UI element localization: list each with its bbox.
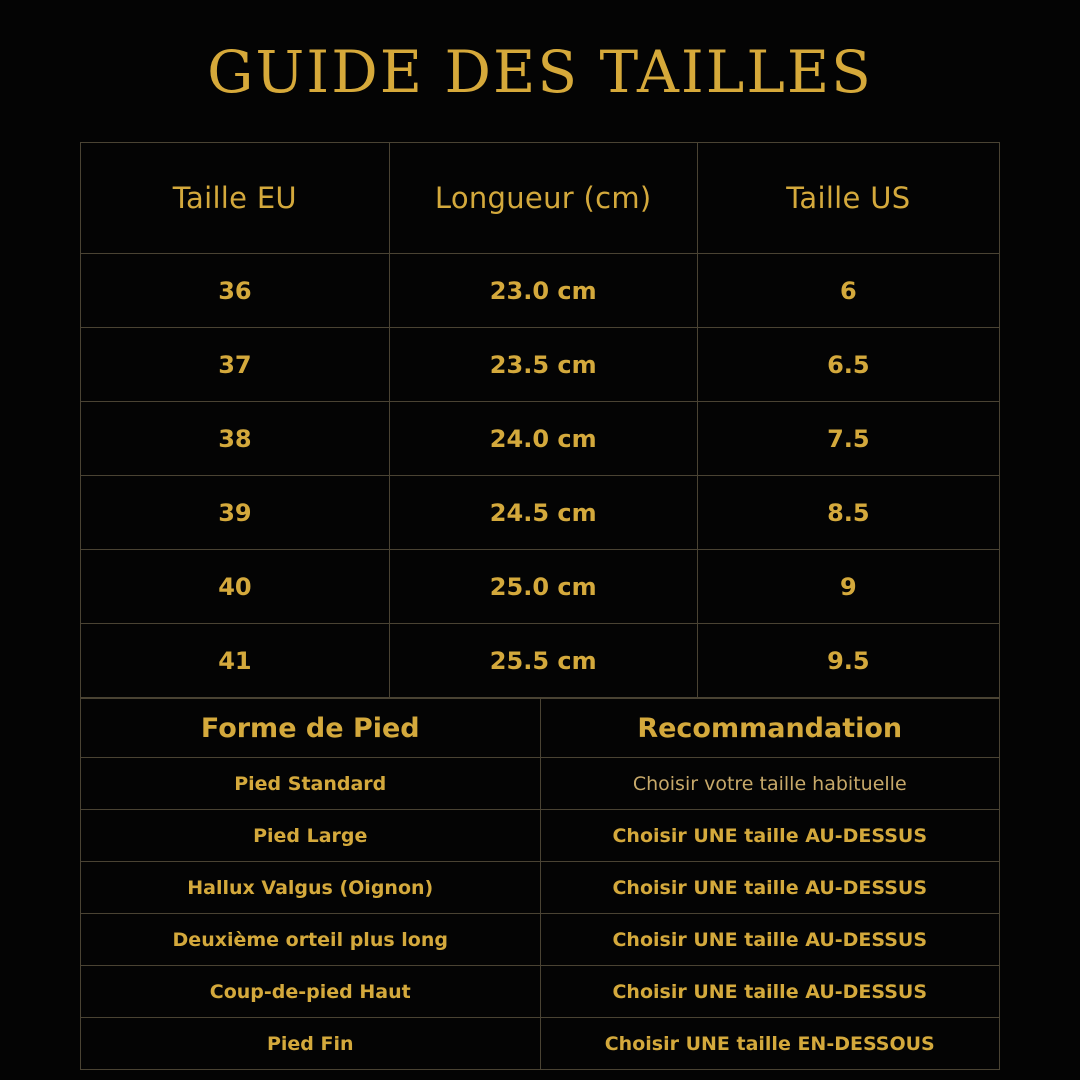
cell-recommendation: Choisir votre taille habituelle (540, 758, 1000, 810)
table-row (81, 328, 1000, 402)
cell-recommendation: Choisir UNE taille AU-DESSUS (540, 914, 1000, 966)
column-header-foot-shape: Forme de Pied (81, 699, 541, 758)
table-header-row (81, 143, 1000, 254)
cell-length: 23.5 cm (389, 328, 697, 402)
table-row (81, 1018, 1000, 1070)
table-row (81, 476, 1000, 550)
cell-length: 24.5 cm (389, 476, 697, 550)
cell-length: 23.0 cm (389, 254, 697, 328)
cell-foot-shape: Hallux Valgus (Oignon) (81, 862, 541, 914)
table-row (81, 402, 1000, 476)
cell-eu: 36 (81, 254, 390, 328)
column-header-us: Taille US (697, 143, 999, 254)
table-row (81, 862, 1000, 914)
cell-foot-shape: Pied Standard (81, 758, 541, 810)
cell-foot-shape: Coup-de-pied Haut (81, 966, 541, 1018)
cell-length: 25.0 cm (389, 550, 697, 624)
table-row (81, 624, 1000, 698)
cell-foot-shape: Pied Large (81, 810, 541, 862)
cell-eu: 39 (81, 476, 390, 550)
cell-eu: 41 (81, 624, 390, 698)
column-header-length: Longueur (cm) (389, 143, 697, 254)
cell-foot-shape: Deuxième orteil plus long (81, 914, 541, 966)
cell-us: 9 (697, 550, 999, 624)
table-row (81, 550, 1000, 624)
cell-us: 8.5 (697, 476, 999, 550)
table-row (81, 914, 1000, 966)
table-row (81, 254, 1000, 328)
cell-recommendation: Choisir UNE taille AU-DESSUS (540, 966, 1000, 1018)
cell-eu: 40 (81, 550, 390, 624)
cell-recommendation: Choisir UNE taille AU-DESSUS (540, 810, 1000, 862)
column-header-recommendation: Recommandation (540, 699, 1000, 758)
cell-us: 6.5 (697, 328, 999, 402)
size-conversion-table (80, 142, 1000, 698)
column-header-eu: Taille EU (81, 143, 390, 254)
cell-recommendation: Choisir UNE taille AU-DESSUS (540, 862, 1000, 914)
cell-eu: 37 (81, 328, 390, 402)
cell-foot-shape: Pied Fin (81, 1018, 541, 1070)
page-title: GUIDE DES TAILLES (207, 38, 873, 106)
cell-length: 24.0 cm (389, 402, 697, 476)
cell-eu: 38 (81, 402, 390, 476)
cell-us: 9.5 (697, 624, 999, 698)
table-row (81, 810, 1000, 862)
cell-recommendation: Choisir UNE taille EN-DESSOUS (540, 1018, 1000, 1070)
cell-us: 7.5 (697, 402, 999, 476)
recommendation-table (80, 698, 1000, 1070)
cell-length: 25.5 cm (389, 624, 697, 698)
tables-container (80, 142, 1000, 1070)
cell-us: 6 (697, 254, 999, 328)
table-row (81, 966, 1000, 1018)
reco-header-row (81, 699, 1000, 758)
table-row (81, 758, 1000, 810)
